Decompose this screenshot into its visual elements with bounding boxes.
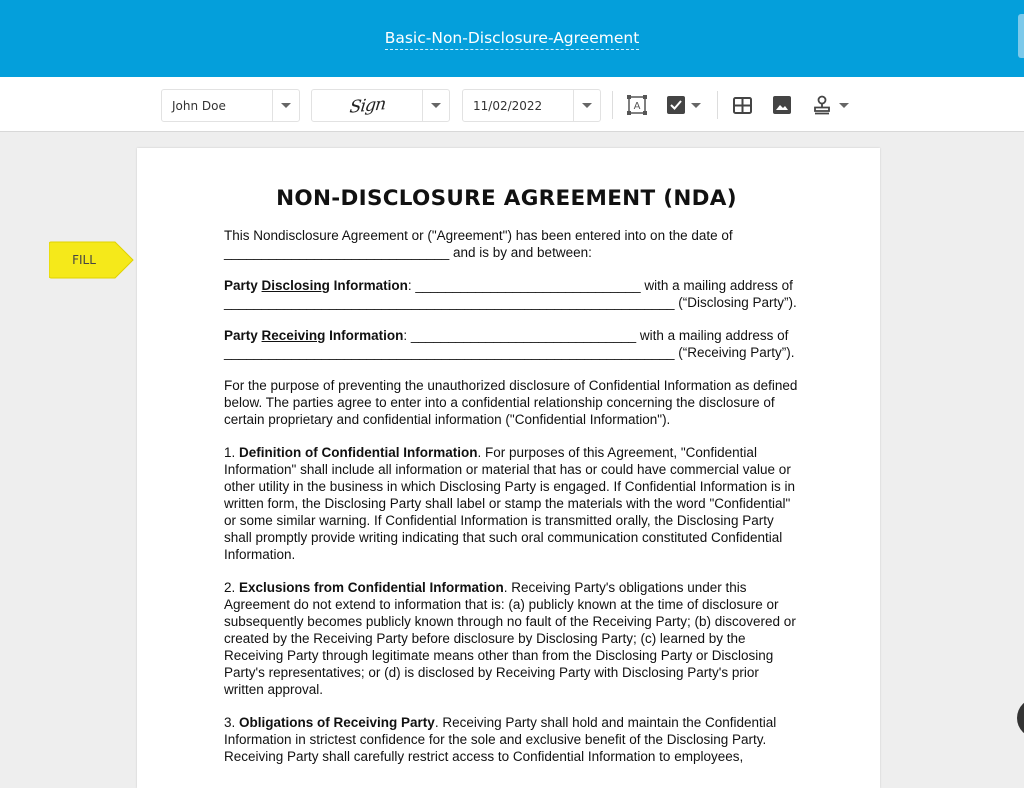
side-panel-handle[interactable] — [1018, 14, 1024, 58]
header-bar — [0, 0, 1024, 77]
section-1 — [224, 444, 799, 563]
section-title: Definition of Confidential Information — [239, 445, 478, 460]
section-title: Obligations of Receiving Party — [239, 715, 435, 730]
signature-preview — [312, 90, 422, 121]
svg-text:A: A — [633, 101, 641, 112]
table-icon — [733, 97, 752, 114]
disclosing-label: Disclosing — [261, 278, 330, 293]
signature-label: Sign — [348, 93, 386, 118]
section-2 — [224, 579, 799, 698]
text-box-icon — [626, 94, 648, 116]
divider — [717, 91, 718, 119]
name-value: John Doe — [172, 98, 226, 113]
document-heading: NON-DISCLOSURE AGREEMENT (NDA) — [276, 186, 737, 211]
receiving-party-paragraph — [224, 327, 799, 361]
chat-button[interactable] — [1017, 698, 1024, 738]
stamp-button[interactable] — [813, 94, 849, 116]
chevron-down-icon — [839, 103, 849, 108]
date-dropdown[interactable] — [462, 89, 601, 122]
checkbox-icon — [667, 96, 685, 114]
document-page — [137, 148, 880, 788]
checkbox-button[interactable] — [667, 94, 701, 116]
section-number: 3. — [224, 715, 240, 730]
chevron-down-icon — [691, 103, 701, 108]
date-field-line[interactable]: ______________________________ and is by and between: — [224, 245, 592, 260]
fill-tag[interactable] — [49, 241, 135, 279]
fill-tag-label: FILL — [72, 253, 96, 267]
chevron-down-icon[interactable] — [422, 90, 449, 121]
section-body: . Receiving Party's obligations under this Agreement do not extend to information that is: (a) publicly known at the time of disclosure or subsequently becomes publicly known through no fault of the Receiving Party; (b) discovered or created by the Receiving Party before disclosure by Disclosing Party; (c) learned by the Receiving Party through legitimate means other than from the Disclosing Party or Disclosing Party's representatives; or (d) is disclosed by Receiving Party with Disclosing Party's prior written approval. — [224, 580, 796, 697]
section-body: . Receiving Party shall hold and maintain the Confidential Information in strictest confidence for the sole and exclusive benefit of the Disclosing Party. Receiving Party shall carefully restrict access to Confidential Information to employees, — [224, 715, 777, 764]
document-content — [224, 186, 799, 781]
intro-paragraph — [224, 227, 799, 261]
receiving-label: Receiving — [261, 328, 326, 343]
chevron-down-icon[interactable] — [573, 90, 600, 121]
party-label: Party — [224, 328, 258, 343]
information-label: Information — [333, 278, 408, 293]
party-label: Party — [224, 278, 258, 293]
section-number: 1. — [224, 445, 240, 460]
image-icon — [773, 96, 791, 114]
disclosing-name-field[interactable]: : ______________________________ with a mailing address of — [407, 278, 793, 293]
divider — [612, 91, 613, 119]
disclosing-address-field[interactable]: ____________________________________________________________ (“Disclosing Party”). — [224, 295, 797, 310]
intro-line: This Nondisclosure Agreement or ("Agreement") has been entered into on the date of — [224, 228, 733, 243]
disclosing-party-paragraph — [224, 277, 799, 311]
section-body: . For purposes of this Agreement, "Confidential Information" shall include all information or material that has or could have commercial value or other utility in the business in which Disclosing Party is engaged. If Confidential Information is in written form, the Disclosing Party shall label or stamp the materials with the word "Confidential" or some similar warning. If Confidential Information is transmitted orally, the Disclosing Party shall promptly provide writing indicating that such oral communication constituted Confidential Information. — [224, 445, 796, 562]
chevron-down-icon[interactable] — [272, 90, 299, 121]
receiving-name-field[interactable]: : ______________________________ with a mailing address of — [403, 328, 789, 343]
text-box-button[interactable] — [626, 94, 648, 116]
receiving-address-field[interactable]: ____________________________________________________________ (“Receiving Party”). — [224, 345, 795, 360]
document-title[interactable]: Basic-Non-Disclosure-Agreement — [385, 29, 640, 50]
date-value: 11/02/2022 — [473, 98, 543, 113]
name-dropdown[interactable] — [161, 89, 300, 122]
section-title: Exclusions from Confidential Information — [239, 580, 504, 595]
toolbar — [0, 77, 1024, 132]
purpose-paragraph: For the purpose of preventing the unauthorized disclosure of Confidential Information as defined below. The parties agree to enter into a confidential relationship concerning the disclosure of certain proprietary and confidential information ("Confidential Information"). — [224, 378, 798, 427]
information-label: Information — [329, 328, 404, 343]
image-button[interactable] — [773, 94, 791, 116]
stamp-icon — [813, 95, 831, 115]
table-button[interactable] — [733, 94, 752, 116]
section-number: 2. — [224, 580, 240, 595]
section-3 — [224, 714, 799, 765]
signature-dropdown[interactable] — [311, 89, 450, 122]
